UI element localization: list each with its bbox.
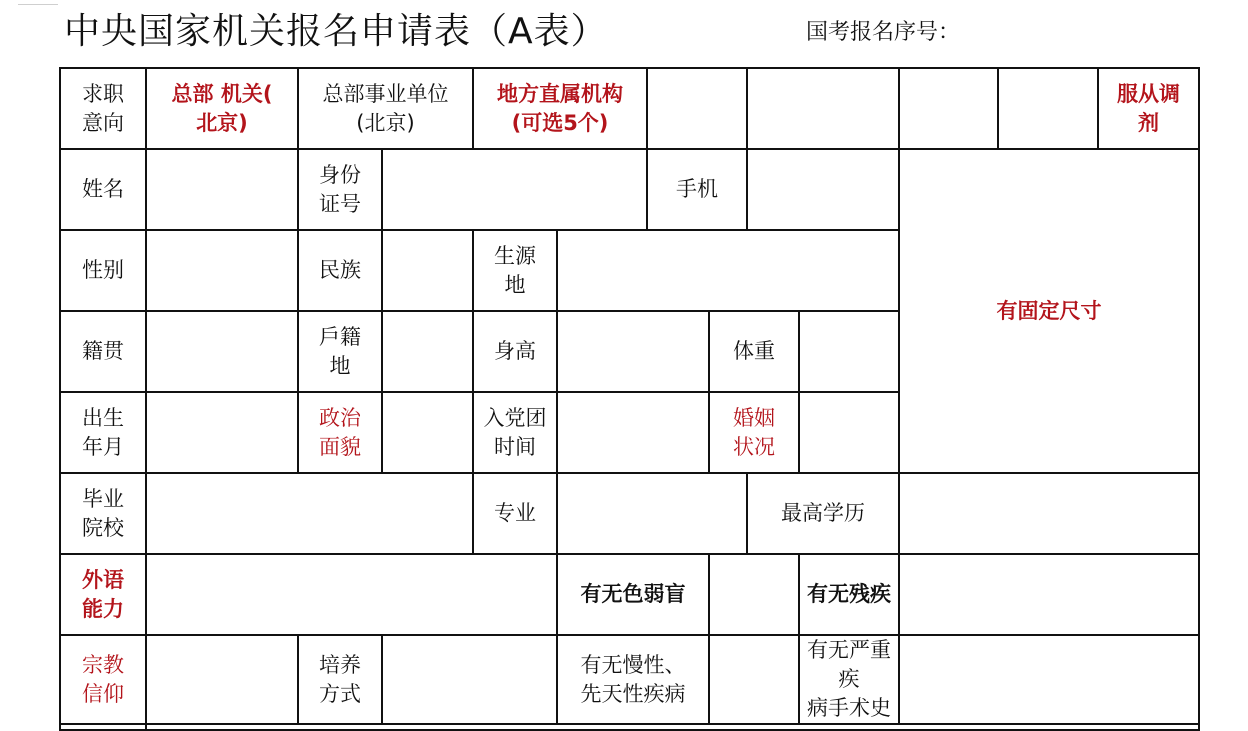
option-local-agency[interactable]: 地方直属机构 (可选5个) [473, 68, 647, 149]
label-chronic: 有无慢性、 先天性疾病 [557, 635, 709, 724]
row-school [60, 473, 1199, 554]
label-colorblind: 有无色弱盲 [557, 554, 709, 635]
field-id-number[interactable] [382, 149, 647, 230]
label-weight: 体重 [709, 311, 799, 392]
field-name[interactable] [146, 149, 298, 230]
page-corner-mark [18, 0, 58, 5]
field-disability[interactable] [899, 554, 1199, 635]
application-form-table [59, 67, 1200, 731]
field-weight[interactable] [799, 311, 899, 392]
label-gender: 性别 [60, 230, 146, 311]
field-language[interactable] [146, 554, 557, 635]
field-height[interactable] [557, 311, 709, 392]
field-birth[interactable] [146, 392, 298, 473]
field-party-join[interactable] [557, 392, 709, 473]
label-origin: 生源 地 [473, 230, 557, 311]
field-native-place[interactable] [146, 311, 298, 392]
cutoff-cell-2 [146, 724, 1199, 730]
label-disability: 有无残疾 [799, 554, 899, 635]
label-name: 姓名 [60, 149, 146, 230]
label-job-intent: 求职 意向 [60, 68, 146, 149]
row-religion [60, 635, 1199, 724]
field-training[interactable] [382, 635, 557, 724]
choice-slot-2[interactable] [747, 68, 899, 149]
form-title: 中央国家机关报名申请表（A表） [64, 11, 608, 52]
row-cut-off [60, 724, 1199, 730]
choice-slot-3[interactable] [899, 68, 998, 149]
field-political[interactable] [382, 392, 473, 473]
cutoff-cell-1 [60, 724, 146, 730]
label-school: 毕业 院校 [60, 473, 146, 554]
label-party-join: 入党团 时间 [473, 392, 557, 473]
label-height: 身高 [473, 311, 557, 392]
label-marital: 婚姻 状况 [709, 392, 799, 473]
field-degree[interactable] [899, 473, 1199, 554]
field-chronic[interactable] [709, 635, 799, 724]
field-origin[interactable] [557, 230, 899, 311]
option-obey-assignment[interactable]: 服从调 剂 [1098, 68, 1199, 149]
field-mobile[interactable] [747, 149, 899, 230]
row-language [60, 554, 1199, 635]
field-surgery[interactable] [899, 635, 1199, 724]
label-birth: 出生 年月 [60, 392, 146, 473]
label-major: 专业 [473, 473, 557, 554]
serial-number-label: 国考报名序号： [806, 20, 961, 45]
field-colorblind[interactable] [709, 554, 799, 635]
field-school[interactable] [146, 473, 473, 554]
label-political: 政治 面貌 [298, 392, 382, 473]
photo-box[interactable]: 有固定尺寸 [899, 149, 1199, 473]
field-marital[interactable] [799, 392, 899, 473]
label-religion: 宗教 信仰 [60, 635, 146, 724]
label-hukou: 戶籍 地 [298, 311, 382, 392]
label-surgery: 有无严重疾 病手术史 [799, 635, 899, 724]
field-gender[interactable] [146, 230, 298, 311]
field-major[interactable] [557, 473, 747, 554]
field-religion[interactable] [146, 635, 298, 724]
field-ethnicity[interactable] [382, 230, 473, 311]
label-ethnicity: 民族 [298, 230, 382, 311]
row-job-intent [60, 68, 1199, 149]
label-training: 培养 方式 [298, 635, 382, 724]
option-hq-institution[interactable]: 总部事业单位 (北京) [298, 68, 473, 149]
label-degree: 最高学历 [747, 473, 899, 554]
choice-slot-4[interactable] [998, 68, 1098, 149]
row-name [60, 149, 1199, 230]
label-id-number: 身份 证号 [298, 149, 382, 230]
choice-slot-1[interactable] [647, 68, 747, 149]
label-language: 外语 能力 [60, 554, 146, 635]
label-native-place: 籍贯 [60, 311, 146, 392]
label-mobile: 手机 [647, 149, 747, 230]
option-hq-organ[interactable]: 总部 机关( 北京) [146, 68, 298, 149]
field-hukou[interactable] [382, 311, 473, 392]
